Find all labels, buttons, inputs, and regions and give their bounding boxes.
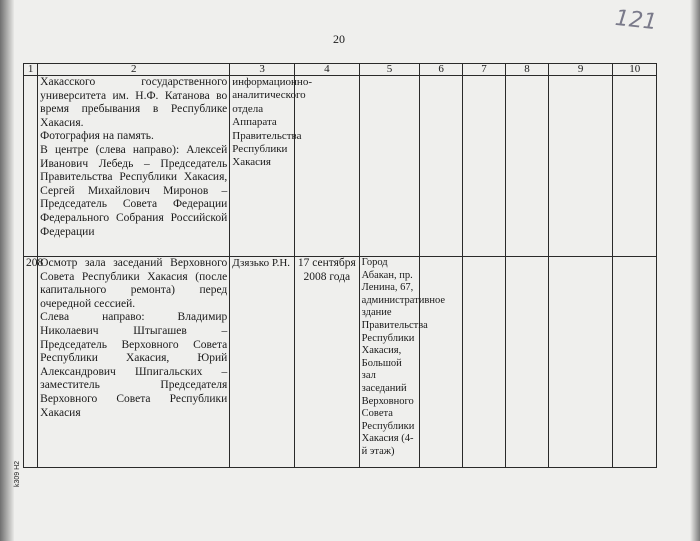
scan-edge-right (690, 0, 700, 541)
record-col9 (548, 76, 613, 257)
record-description (38, 257, 230, 468)
record-location: Город Абакан, пр. Ленина, 67, административное здание Правительства Республики Хакасия, Большой зал заседаний Верховного Совета Республики Хакасия (4-й этаж) (359, 257, 420, 468)
column-number: 2 (38, 64, 230, 76)
column-number: 8 (506, 64, 548, 76)
record-col8 (506, 257, 548, 468)
record-author: Дзязько Р.Н. (230, 257, 295, 468)
record-col7 (462, 76, 505, 257)
table-row (24, 257, 657, 468)
record-number: 208 (24, 257, 38, 468)
record-col6 (420, 257, 462, 468)
record-col10 (613, 76, 657, 257)
record-author: информационно-аналитического отдела Аппарата Правительства Республики Хакасия (230, 76, 295, 257)
column-number: 6 (420, 64, 462, 76)
column-number-row (24, 64, 657, 76)
archive-sheet-mark: 121 (613, 5, 659, 36)
record-date: 17 сентября 2008 года (294, 257, 359, 468)
description-paragraph: Фотография на память. (40, 130, 154, 143)
column-number: 4 (294, 64, 359, 76)
photo-inventory-table (23, 63, 657, 468)
description-paragraph: В центре (слева направо): Алексей Иванович Лебедь – Председатель Правительства Республики Хакасия, Сергей Михайлович Миронов – Председатель Совета Федерации Федерального Собрания Российской Федерации (40, 143, 228, 238)
page-number: 20 (333, 32, 345, 46)
scan-edge-left (0, 0, 14, 541)
footer-code: k309 H2 (14, 460, 21, 487)
column-number: 5 (359, 64, 420, 76)
record-description (38, 76, 230, 257)
record-col6 (420, 76, 462, 257)
record-col10 (613, 257, 657, 468)
description-paragraph: Хакасского государственного университета им. Н.Ф. Катанова во время пребывания в Республике Хакасия. (40, 76, 228, 129)
record-col8 (506, 76, 548, 257)
record-col9 (548, 257, 613, 468)
table-row (24, 76, 657, 257)
description-paragraph: Слева направо: Владимир Николаевич Штыгашев – Председатель Верховного Совета Республики Хакасия, Юрий Александрович Шпигальских – заместитель Председателя Верховного Совета Республики Хакасия (40, 311, 228, 419)
description-paragraph: Осмотр зала заседаний Верховного Совета Республики Хакасия (после капитального ремонта) перед очередной сессией. (40, 257, 228, 310)
column-number: 3 (230, 64, 295, 76)
column-number: 1 (24, 64, 38, 76)
column-number: 7 (462, 64, 505, 76)
record-location (359, 76, 420, 257)
column-number: 9 (548, 64, 613, 76)
record-number (24, 76, 38, 257)
column-number: 10 (613, 64, 657, 76)
record-col7 (462, 257, 505, 468)
record-date (294, 76, 359, 257)
